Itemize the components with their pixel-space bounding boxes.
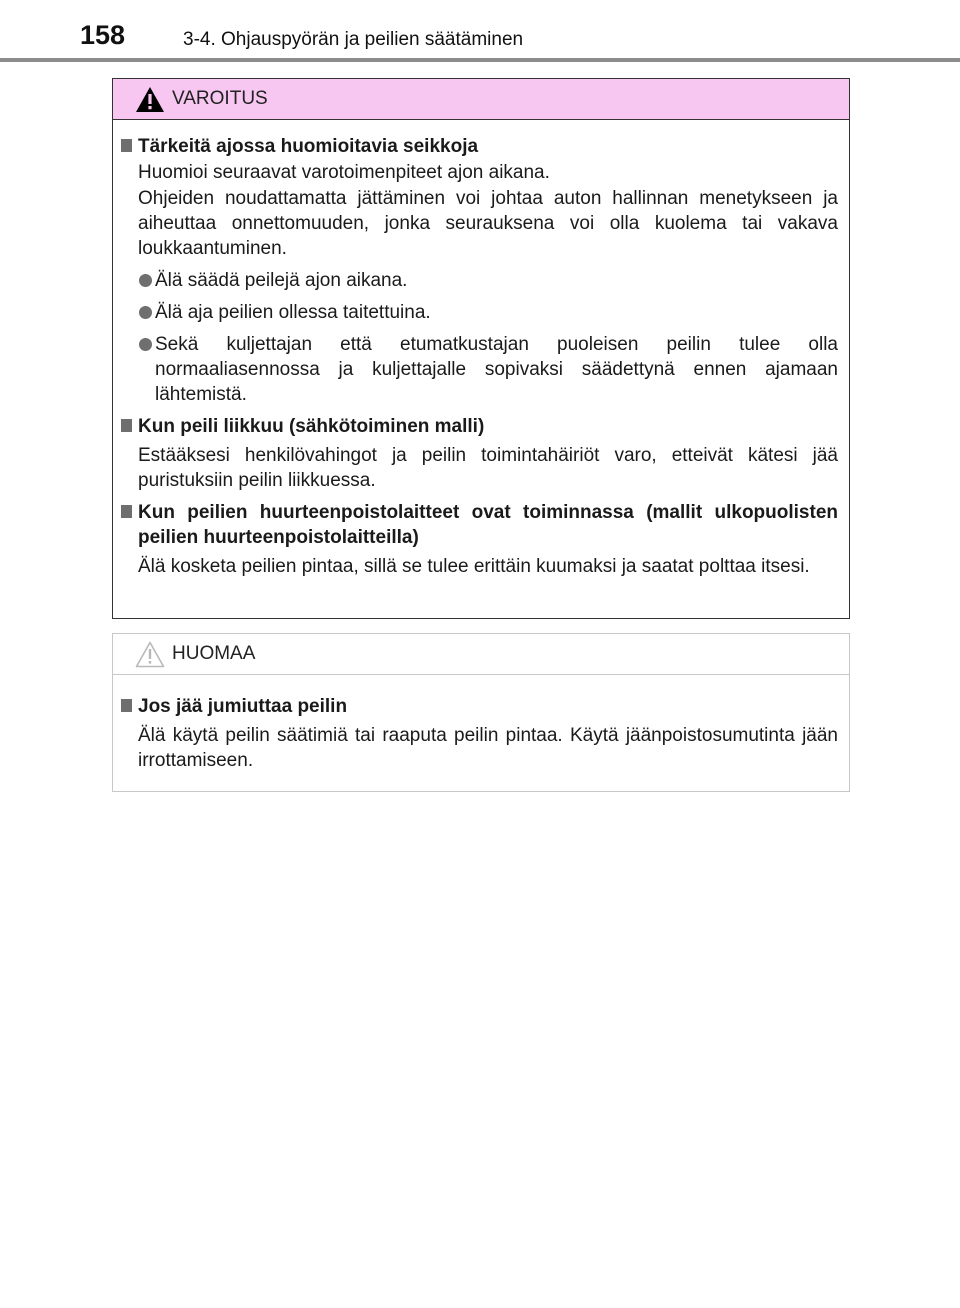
warning-box [112, 78, 850, 619]
notice-body [113, 675, 849, 773]
notice-label: HUOMAA [172, 643, 256, 664]
warning-triangle-icon [135, 86, 165, 113]
bullet-item: Sekä kuljettajan että etumatkustajan puoleisen peilin tulee olla normaaliasennossa ja kuljettajalle sopivaksi säädettynä ennen ajamaan lähtemistä. [121, 332, 838, 407]
warning-header [113, 79, 849, 120]
bullet-item: Älä aja peilien ollessa taitettuina. [121, 300, 838, 325]
section-heading: Tärkeitä ajossa huomioitavia seikkoja [121, 134, 838, 159]
paragraph: Huomioi seuraavat varotoimenpiteet ajon aikana. [138, 162, 550, 183]
section-heading: Jos jää jumiuttaa peilin [121, 694, 838, 719]
caution-triangle-outline-icon [135, 641, 165, 668]
paragraph: Ohjeiden noudattamatta jättäminen voi johtaa auton hallinnan menetykseen ja aiheuttaa onnettomuuden, jonka seurauksena voi olla kuolema tai vakava loukkaantuminen. [138, 188, 838, 259]
paragraph: Älä käytä peilin säätimiä tai raaputa peilin pintaa. Käytä jäänpoistosumutinta jään irrottamiseen. [138, 725, 838, 771]
round-bullet-icon [139, 338, 152, 351]
warning-label: VAROITUS [172, 88, 268, 109]
bullet-item: Älä säädä peilejä ajon aikana. [121, 268, 838, 293]
round-bullet-icon [139, 274, 152, 287]
page-header [0, 0, 960, 62]
paragraph: Älä kosketa peilien pintaa, sillä se tulee erittäin kuumaksi ja saatat polttaa itsesi. [138, 556, 810, 577]
notice-box [112, 633, 850, 792]
paragraph: Estääksesi henkilövahingot ja peilin toimintahäiriöt varo, etteivät kätesi jää puristuksiin peilin liikkuessa. [138, 445, 838, 491]
square-bullet-icon [121, 699, 132, 712]
section-title: 3-4. Ohjauspyörän ja peilien säätäminen [183, 29, 524, 50]
square-bullet-icon [121, 139, 132, 152]
warning-body [113, 120, 849, 579]
section-heading: Kun peili liikkuu (sähkötoiminen malli) [121, 414, 838, 439]
header-divider [0, 58, 960, 62]
notice-header [113, 634, 849, 675]
page-number: 158 [80, 20, 126, 50]
square-bullet-icon [121, 419, 132, 432]
section-heading: Kun peilien huurteenpoistolaitteet ovat toiminnassa (mallit ulkopuolisten peilien huurteenpoistolaitteilla) [121, 500, 838, 550]
round-bullet-icon [139, 306, 152, 319]
square-bullet-icon [121, 505, 132, 518]
